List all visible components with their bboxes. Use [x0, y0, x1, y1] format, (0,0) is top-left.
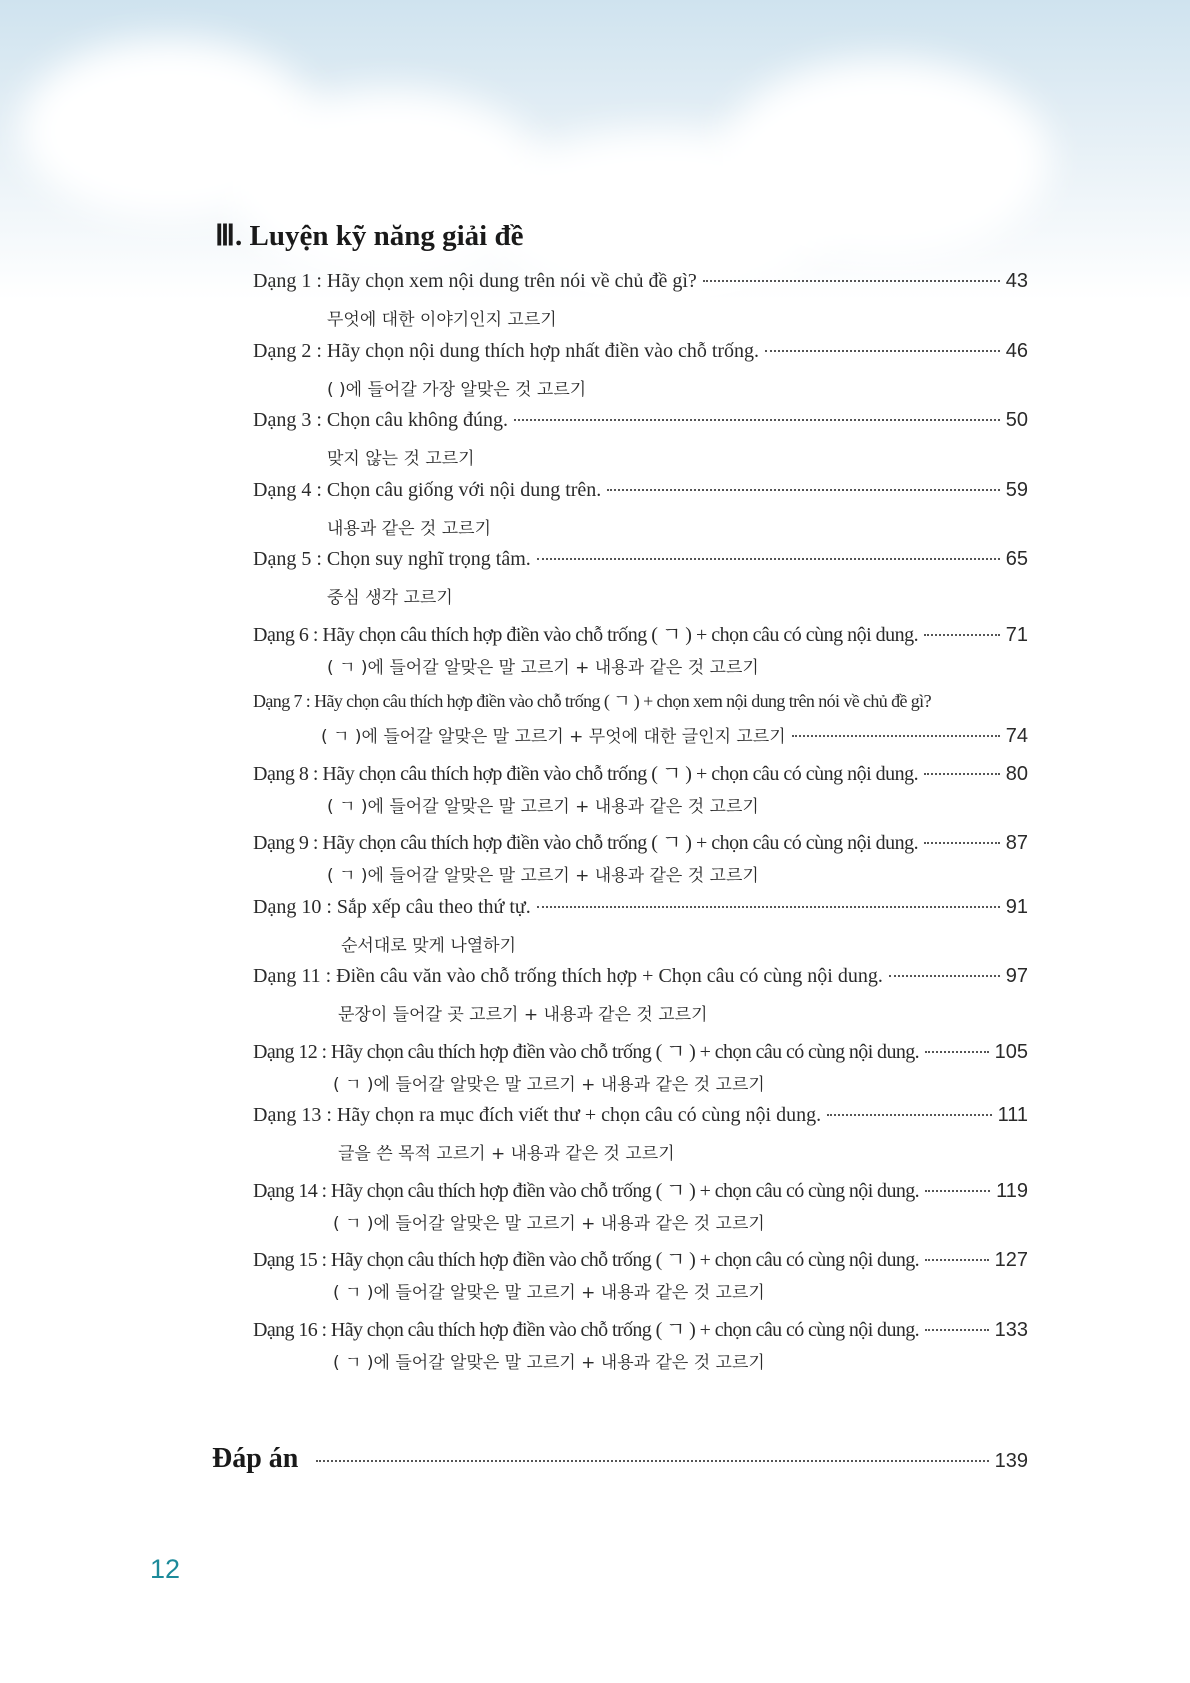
dot-leader — [703, 280, 1000, 282]
entry-page-number: 65 — [1005, 548, 1028, 570]
table-of-contents — [253, 264, 1028, 1376]
entry-title: Dạng 2 : Hãy chọn nội dung thích hợp nhất điền vào chỗ trống. — [253, 339, 760, 362]
entry-title: Dạng 4 : Chọn câu giống với nội dung trên. — [253, 478, 602, 501]
entry-title: Dạng 13 : Hãy chọn ra mục đích viết thư + chọn câu có cùng nội dung. — [253, 1104, 822, 1126]
entry-korean-subtitle: 문장이 들어갈 곳 고르기 + 내용과 같은 것 고르기 — [338, 1005, 708, 1025]
entry-page-number: 87 — [1005, 832, 1028, 854]
dot-leader — [925, 1259, 989, 1261]
entry-page-number: 80 — [1005, 762, 1028, 785]
entry-title: Dạng 10 : Sắp xếp câu theo thứ tự. — [253, 895, 531, 918]
entry-korean-subtitle: ( )에 들어갈 가장 알맞은 것 고르기 — [327, 379, 587, 400]
entry-title: Dạng 9 : Hãy chọn câu thích hợp điền vào chỗ trống ( ㄱ ) + chọn câu có cùng nội dung. — [253, 832, 919, 854]
dot-leader — [925, 1329, 989, 1331]
entry-korean-subtitle: ( ㄱ )에 들어갈 알맞은 말 고르기 + 내용과 같은 것 고르기 — [333, 1283, 765, 1303]
dot-leader — [924, 634, 1000, 636]
entry-page-number: 74 — [1005, 725, 1028, 747]
dot-leader — [889, 975, 1000, 977]
entry-page-number: 97 — [1005, 965, 1028, 987]
entry-title: Dạng 7 : Hãy chọn câu thích hợp điền vào chỗ trống ( ㄱ ) + chọn xem nội dung trên nói về chủ đề gì? — [253, 691, 931, 711]
entry-korean-subtitle: ( ㄱ )에 들어갈 알맞은 말 고르기 + 무엇에 대한 글인지 고르기 — [321, 727, 786, 747]
toc-entry[interactable] — [253, 1237, 1028, 1307]
entry-title: Dạng 5 : Chọn suy nghĩ trọng tâm. — [253, 548, 531, 570]
dot-leader — [514, 419, 1000, 421]
entry-page-number: 133 — [994, 1318, 1028, 1341]
toc-entry[interactable] — [253, 612, 1028, 682]
toc-entry[interactable] — [253, 1168, 1028, 1238]
dot-leader — [316, 1460, 988, 1462]
entry-page-number: 119 — [996, 1179, 1028, 1202]
dot-leader — [792, 735, 1000, 737]
toc-entry[interactable] — [253, 542, 1028, 612]
toc-entry[interactable] — [253, 681, 1028, 751]
toc-entry[interactable] — [253, 1307, 1028, 1377]
entry-korean-subtitle: ( ㄱ )에 들어갈 알맞은 말 고르기 + 내용과 같은 것 고르기 — [333, 1352, 765, 1373]
answer-key-title: Đáp án — [212, 1443, 299, 1474]
toc-entry[interactable] — [253, 334, 1028, 404]
entry-page-number: 43 — [1005, 270, 1028, 292]
toc-entry[interactable] — [253, 751, 1028, 821]
toc-entry[interactable] — [253, 1098, 1028, 1168]
entry-page-number: 105 — [994, 1040, 1028, 1063]
entry-korean-subtitle: ( ㄱ )에 들어갈 알맞은 말 고르기 + 내용과 같은 것 고르기 — [327, 657, 759, 678]
entry-title: Dạng 11 : Điền câu văn vào chỗ trống thích hợp + Chọn câu có cùng nội dung. — [253, 965, 883, 987]
dot-leader — [827, 1114, 992, 1116]
entry-title: Dạng 14 : Hãy chọn câu thích hợp điền vào chỗ trống ( ㄱ ) + chọn câu có cùng nội dung. — [253, 1179, 920, 1202]
sky-background — [0, 0, 1190, 300]
entry-page-number: 127 — [994, 1249, 1028, 1271]
toc-entry[interactable] — [253, 1029, 1028, 1099]
entry-korean-subtitle: ( ㄱ )에 들어갈 알맞은 말 고르기 + 내용과 같은 것 고르기 — [333, 1213, 765, 1234]
entry-title: Dạng 15 : Hãy chọn câu thích hợp điền vào chỗ trống ( ㄱ ) + chọn câu có cùng nội dung. — [253, 1249, 920, 1271]
toc-entry[interactable] — [253, 264, 1028, 334]
entry-korean-subtitle: 내용과 같은 것 고르기 — [327, 518, 492, 539]
entry-title: Dạng 3 : Chọn câu không đúng. — [253, 409, 508, 431]
entry-title: Dạng 12 : Hãy chọn câu thích hợp điền vào chỗ trống ( ㄱ ) + chọn câu có cùng nội dung. — [253, 1040, 920, 1063]
entry-page-number: 59 — [1005, 478, 1028, 501]
cloud — [720, 60, 1050, 260]
entry-korean-subtitle: 중심 생각 고르기 — [327, 588, 453, 608]
toc-entry[interactable] — [253, 473, 1028, 543]
dot-leader — [765, 350, 1000, 352]
entry-korean-subtitle: ( ㄱ )에 들어갈 알맞은 말 고르기 + 내용과 같은 것 고르기 — [333, 1074, 765, 1095]
entry-korean-subtitle: 글을 쓴 목적 고르기 + 내용과 같은 것 고르기 — [338, 1144, 675, 1164]
toc-entry[interactable] — [253, 959, 1028, 1029]
entry-page-number: 50 — [1005, 409, 1028, 431]
entry-page-number: 46 — [1005, 339, 1028, 362]
entry-page-number: 91 — [1005, 895, 1028, 918]
dot-leader — [537, 558, 1000, 560]
entry-korean-subtitle: 맞지 않는 것 고르기 — [327, 449, 475, 469]
entry-korean-subtitle: ( ㄱ )에 들어갈 알맞은 말 고르기 + 내용과 같은 것 고르기 — [327, 866, 759, 886]
answer-key-entry[interactable] — [212, 1443, 1028, 1475]
dot-leader — [924, 842, 1000, 844]
dot-leader — [924, 773, 1000, 775]
dot-leader — [925, 1051, 989, 1053]
entry-title: Dạng 8 : Hãy chọn câu thích hợp điền vào chỗ trống ( ㄱ ) + chọn câu có cùng nội dung. — [253, 762, 919, 785]
entry-title: Dạng 6 : Hãy chọn câu thích hợp điền vào chỗ trống ( ㄱ ) + chọn câu có cùng nội dung. — [253, 623, 919, 646]
toc-entry[interactable] — [253, 820, 1028, 890]
dot-leader — [925, 1190, 990, 1192]
entry-page-number: 71 — [1005, 623, 1028, 646]
entry-page-number: 111 — [997, 1104, 1028, 1126]
entry-title: Dạng 16 : Hãy chọn câu thích hợp điền vào chỗ trống ( ㄱ ) + chọn câu có cùng nội dung. — [253, 1318, 920, 1341]
toc-entry[interactable] — [253, 890, 1028, 960]
entry-korean-subtitle: ( ㄱ )에 들어갈 알맞은 말 고르기 + 내용과 같은 것 고르기 — [327, 796, 759, 817]
dot-leader — [607, 489, 999, 491]
toc-entry[interactable] — [253, 403, 1028, 473]
dot-leader — [537, 906, 1000, 908]
answer-key-page-number: 139 — [994, 1450, 1028, 1472]
section-title: Ⅲ. Luyện kỹ năng giải đề — [215, 220, 524, 252]
entry-title: Dạng 1 : Hãy chọn xem nội dung trên nói về chủ đề gì? — [253, 270, 697, 292]
entry-korean-subtitle: 순서대로 맞게 나열하기 — [341, 935, 517, 956]
entry-korean-subtitle: 무엇에 대한 이야기인지 고르기 — [327, 310, 557, 330]
page-number: 12 — [150, 1554, 181, 1584]
